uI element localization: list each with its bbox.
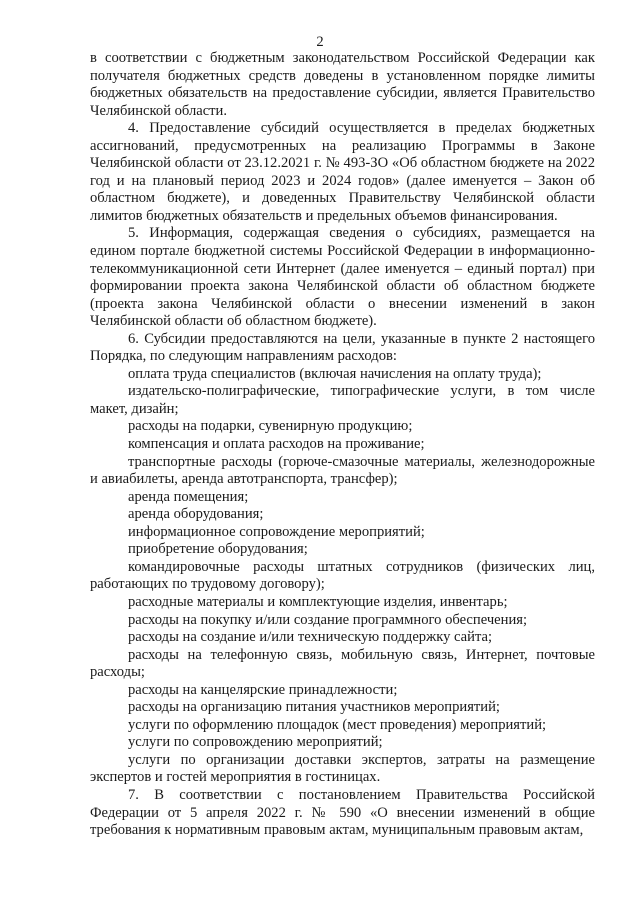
paragraph-7: 7. В соответствии с постановлением Правительства Российской Федерации от 5 апреля 2022 г. № 590 «О внесении изменений в общие требования к нормативным правовым актам, муниципальным правовым актам, [90,786,595,839]
expense-item: аренда оборудования; [128,506,264,523]
expense-item: расходы на создание и/или техническую поддержку сайта; [128,629,493,646]
expense-item: расходы на организацию питания участников мероприятий; [128,699,500,716]
paragraph-6: 6. Субсидии предоставляются на цели, указанные в пункте 2 настоящего Порядка, по следующим направлениям расходов: [90,330,595,365]
expense-item: транспортные расходы (горюче-смазочные материалы, железнодорожные и авиабилеты, аренда автотранспорта, трансфер); [90,453,595,488]
expense-item: аренда помещения; [128,488,249,505]
expense-item: компенсация и оплата расходов на проживание; [128,436,425,453]
expense-item: оплата труда специалистов (включая начисления на оплату труда); [128,365,542,382]
expense-item: расходы на покупку и/или создание программного обеспечения; [128,611,528,628]
expense-item: услуги по оформлению площадок (мест проведения) мероприятий; [128,716,547,733]
paragraph-5: 5. Информация, содержащая сведения о субсидиях, размещается на едином портале бюджетной системы Российской Федерации в информационно-телекоммуникационной сети Интернет (далее именуется – единый портал) при формировании проекта закона Челябинской области об областном бюджете (проекта закона Челябинской области о внесении изменений в закон Челябинской области об областном бюджете). [90,225,595,330]
expense-item: приобретение оборудования; [128,541,308,558]
expense-item: командировочные расходы штатных сотрудников (физических лиц, работающих по трудовому договору); [90,558,595,593]
expense-item: расходные материалы и комплектующие изделия, инвентарь; [128,593,508,610]
expense-item: расходы на телефонную связь, мобильную связь, Интернет, почтовые расходы; [90,646,595,681]
expense-item: услуги по организации доставки экспертов, затраты на размещение экспертов и гостей мероприятия в гостиницах. [90,751,595,786]
paragraph-4: 4. Предоставление субсидий осуществляется в пределах бюджетных ассигнований, предусмотренных на реализацию Программы в Законе Челябинской области от 23.12.2021 г. № 493-ЗО «Об областном бюджете на 2022 год и на плановый период 2023 и 2024 годов» (далее именуется – Закон об областном бюджете), и доведенных Правительству Челябинской области лимитов бюджетных обязательств и предельных объемов финансирования. [90,120,595,224]
expense-item: расходы на канцелярские принадлежности; [128,681,398,698]
document-body [90,50,595,840]
expense-item: издательско-полиграфические, типографические услуги, в том числе макет, дизайн; [90,383,595,417]
expense-item: услуги по сопровождению мероприятий; [128,734,383,751]
page-number: 2 [316,34,324,50]
expense-item: расходы на подарки, сувенирную продукцию; [128,418,413,435]
expense-item: информационное сопровождение мероприятий; [128,523,425,540]
paragraph-intro: в соответствии с бюджетным законодательством Российской Федерации как получателя бюджетных средств доведены в установленном порядке лимиты бюджетных обязательств на предоставление субсидии, является Правительство Челябинской области. [90,50,595,119]
